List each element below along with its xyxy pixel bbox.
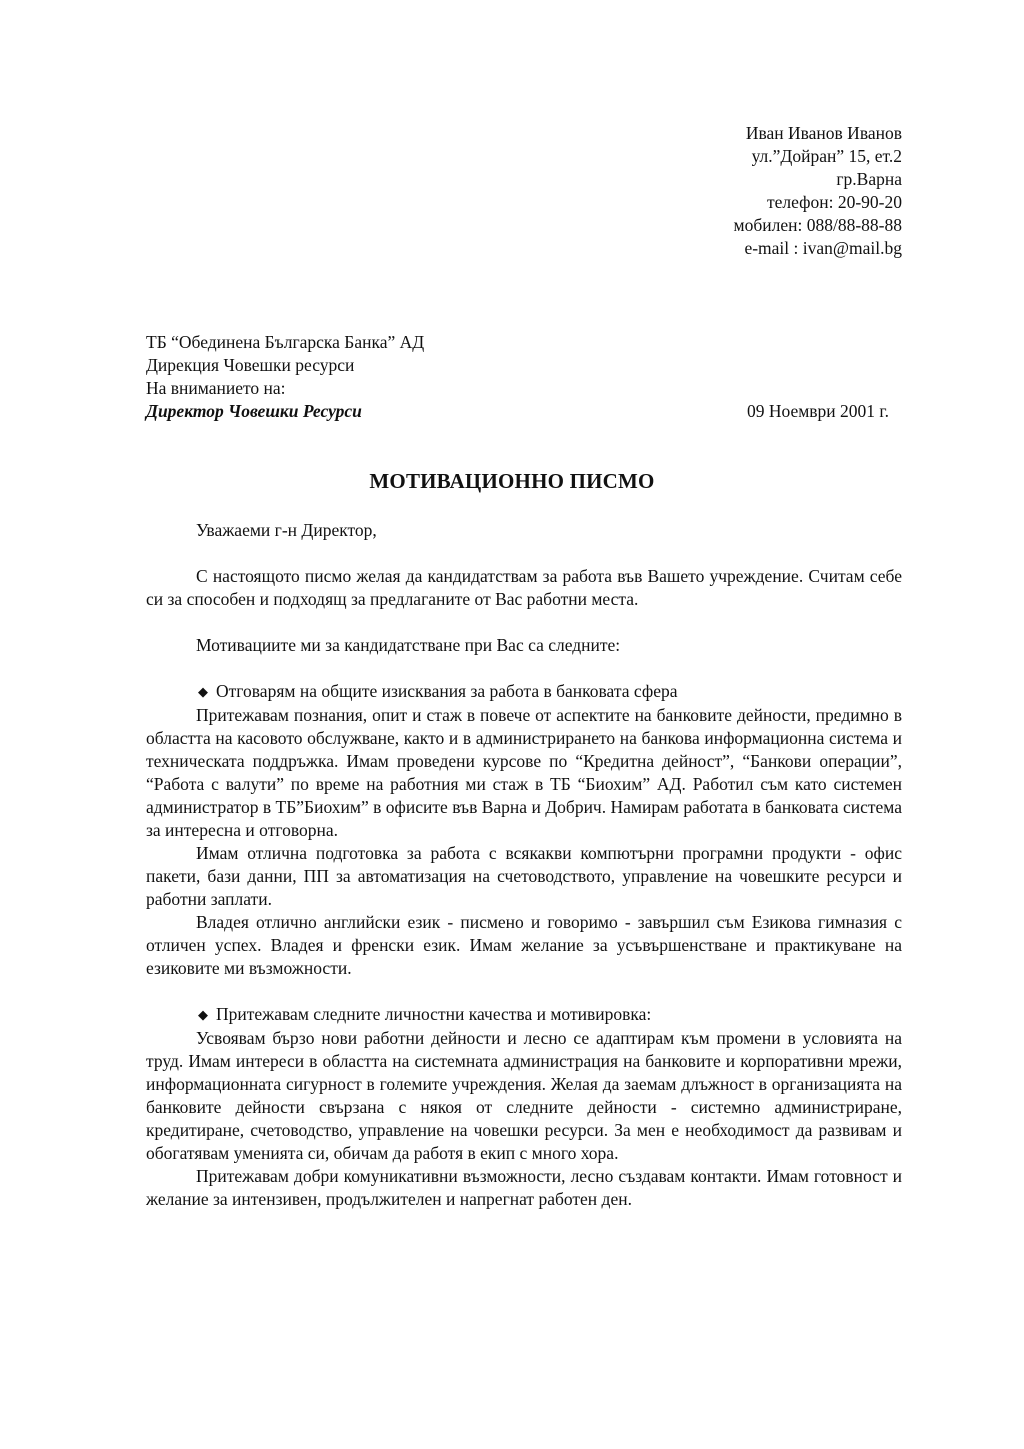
sender-phone: телефон: 20-90-20 [767,192,902,212]
section1-heading [146,680,902,704]
intro-paragraph: С настоящото писмо желая да кандидатствам за работа във Вашето учреждение. Считам себе си за способен и подходящ за предлаганите от Вас работни места. [146,566,902,609]
sender-street: ул.”Дойран” 15, ет.2 [751,146,902,166]
recipient-department: Дирекция Човешки ресурси [146,355,355,375]
motivation-lead: Мотивациите ми за кандидатстване при Вас са следните: [196,635,621,655]
section1-paragraph: Владея отлично английски език - писмено и говоримо - завършил съм Езикова гимназия с отличен успех. Владея и френски език. Имам желание за усъвършенстване и практикуване на езиковите ми възможности. [146,912,902,978]
section1-paragraph: Имам отлична подготовка за работа с всякакви компютърни програмни продукти - офис пакети, бази данни, ПП за автоматизация на счетоводството, управление на човешките ресурси и работни заплати. [146,843,902,909]
letter-date: 09 Ноември 2001 г. [746,401,889,421]
sender-mobile: мобилен: 088/88-88-88 [733,215,902,235]
section2-paragraph: Притежавам добри комуникативни възможности, лесно създавам контакти. Имам готовност и желание за интензивен, продължителен и напрегнат работен ден. [146,1166,902,1209]
recipient-attention: На вниманието на: [146,378,286,398]
letter-body [146,519,902,1211]
sender-name: Иван Иванов Иванов [745,123,902,143]
section2-paragraph: Усвоявам бързо нови работни дейности и лесно се адаптирам към промени в условията на труд. Имам интереси в областта на системната администрация на банковите и корпоративни мрежи, информационната сигурност в големите учреждения. Желая да заемам длъжност в организацията на банковите дейности свързана с някоя от следните дейности - системно администриране, кредитиране, счетоводство, управление на човешки ресурси. За мен е необходимост да развивам и обогатявам уменията си, обичам да работя в екип с много хора. [146,1028,902,1163]
section1-heading-text: Отговарям на общите изисквания за работа в банковата сфера [216,681,678,701]
recipient-addressee: Директор Човешки Ресурси [146,401,362,421]
section1-paragraph: Притежавам познания, опит и стаж в повече от аспектите на банковите дейности, предимно в областта на касовото обслужване, както и в администрирането на банкова информационна система и техническата поддръжка. Имам проведени курсове по “Кредитна дейност”, “Банкови операции”, “Работа с валути” по време на работния ми стаж в ТБ “Биохим” АД. Работил съм като системен администратор в ТБ”Биохим” в офисите във Варна и Добрич. Намирам работата в банковата система за интересна и отговорна. [146,705,902,840]
section-spacer [146,980,902,1003]
section2-heading-text: Притежавам следните личностни качества и мотивировка: [216,1004,652,1024]
sender-block [734,122,902,260]
diamond-bullet-icon: ◆ [198,1008,208,1023]
recipient-company: ТБ “Обединена Българска Банка” АД [146,332,425,352]
diamond-bullet-icon: ◆ [198,685,208,700]
sender-city: гр.Варна [836,169,902,189]
greeting: Уважаеми г-н Директор, [196,520,377,540]
sender-email: e-mail : ivan@mail.bg [744,238,902,258]
section2-heading [146,1003,902,1027]
letter-title: МОТИВАЦИОННО ПИСМО [369,469,655,493]
